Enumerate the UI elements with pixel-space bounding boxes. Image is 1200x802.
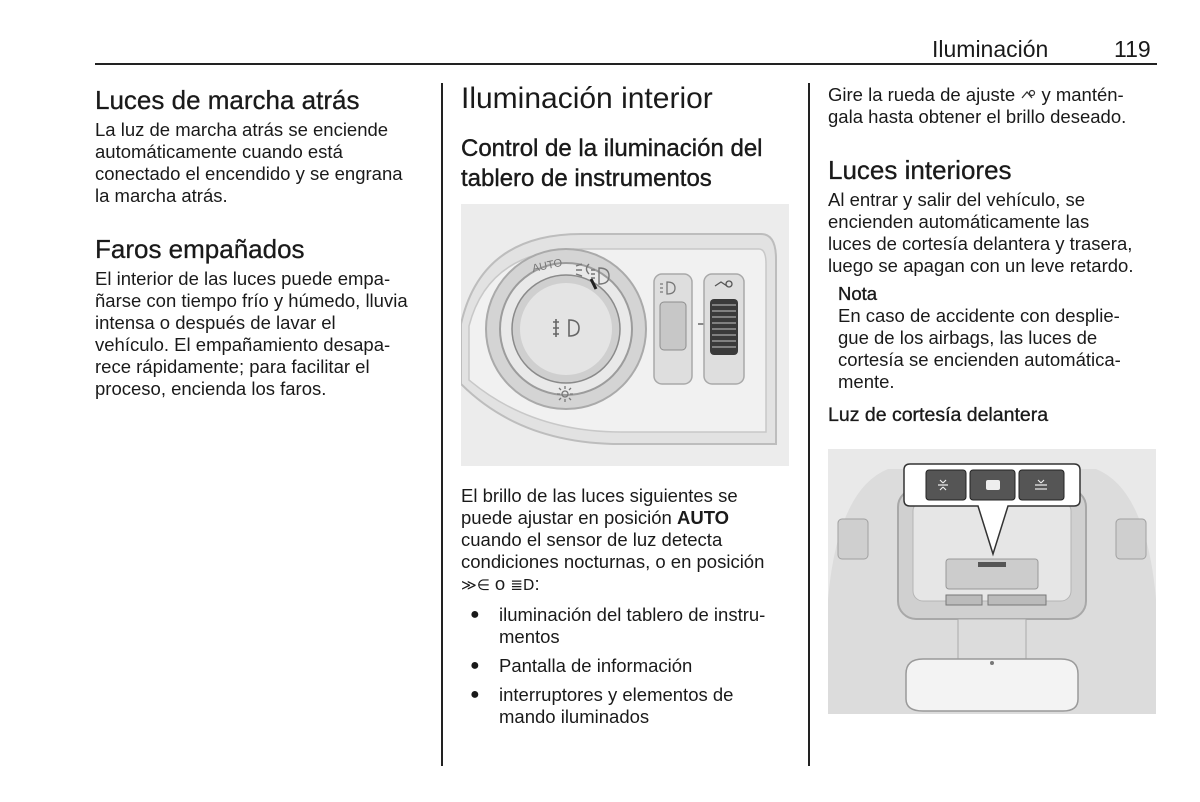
column-divider-left — [441, 83, 443, 766]
list-item — [461, 684, 796, 728]
auto-label: AUTO — [531, 256, 564, 275]
text-line: luces de cortesía delantera y trasera, — [828, 233, 1133, 254]
subtitle-line: Control de la iluminación del — [461, 135, 763, 162]
text-line: Pantalla de información — [499, 655, 693, 676]
text-line: En caso de accidente con desplie‐ — [838, 305, 1120, 326]
text-line: rece rápidamente; para facilitar el — [95, 356, 370, 377]
door-light-icon — [986, 480, 1000, 490]
text-line: condiciones nocturnas, o en posición — [461, 551, 765, 572]
text-line: cuando el sensor de luz detecta — [461, 529, 723, 550]
text-span: o — [489, 573, 511, 594]
column-1 — [95, 85, 430, 400]
auto-keyword: AUTO — [677, 507, 730, 528]
text-line: gala hasta obtener el brillo deseado. — [828, 106, 1127, 127]
text-line: intensa o después de lavar el — [95, 312, 336, 333]
text-line: interruptores y elementos de — [499, 684, 734, 705]
figure-light-switch — [461, 204, 789, 466]
text-line: Al entrar y salir del vehículo, se — [828, 189, 1086, 210]
symbols-line — [461, 573, 796, 596]
illuminated-items-list — [461, 604, 796, 728]
list-item — [461, 655, 796, 677]
text-line: La luz de marcha atrás se enciende — [95, 119, 389, 140]
text-line: mente. — [838, 371, 895, 392]
list-item — [461, 604, 796, 648]
text-line: la marcha atrás. — [95, 185, 228, 206]
text-line: automáticamente cuando está — [95, 141, 343, 162]
section-title-interior-lights: Luces interiores — [828, 155, 1012, 185]
section-title-fogged-lights: Faros empañados — [95, 234, 305, 264]
figure-front-courtesy-light — [828, 449, 1156, 714]
note-title: Nota — [838, 283, 878, 304]
column-2-body — [461, 485, 796, 735]
bullet: ● — [470, 657, 480, 674]
column-2 — [461, 82, 793, 194]
page-number: 119 — [1114, 36, 1151, 62]
section-title-reversing-lights: Luces de marcha atrás — [95, 85, 360, 115]
text-line: El brillo de las luces siguientes se — [461, 485, 738, 506]
text-line-with-dimmer-icon — [828, 84, 1163, 106]
header-rule — [95, 63, 1157, 65]
text-line: cortesía se encienden automática‐ — [838, 349, 1121, 370]
dimmer-wheel-icon — [1020, 88, 1036, 102]
courtesy-light-illustration — [828, 449, 1156, 714]
text-line: ñarse con tiempo frío y húmedo, lluvia — [95, 290, 408, 311]
light-switch-illustration — [461, 204, 789, 466]
text-span: y mantén‐ — [1041, 84, 1124, 105]
bullet: ● — [470, 686, 480, 703]
text-line: conectado el encendido y se engrana — [95, 163, 403, 184]
column-divider-right — [808, 83, 810, 766]
text-span: : — [534, 573, 540, 594]
subsection-title-dashboard-control — [461, 134, 793, 194]
text-line: proceso, encienda los faros. — [95, 378, 327, 399]
header-title: Iluminación — [932, 36, 1049, 62]
subsection-title-front-courtesy-light: Luz de cortesía delantera — [828, 404, 1049, 426]
reversing-lights-text — [95, 119, 430, 207]
text-line: luego se apagan con un leve retardo. — [828, 255, 1134, 276]
text-line: gue de los airbags, las luces de — [838, 327, 1098, 348]
interior-lights-text — [828, 189, 1163, 277]
headlight-symbol: ≣D — [510, 576, 535, 594]
column-3 — [828, 84, 1163, 427]
text-line: encienden automáticamente las — [828, 211, 1090, 232]
section-title-interior-lighting: Iluminación interior — [461, 82, 713, 115]
text-line: mentos — [499, 626, 560, 647]
text-line-with-auto — [461, 507, 796, 529]
text-line: vehículo. El empañamiento desapa‐ — [95, 334, 391, 355]
parking-light-symbol: ≫∈ — [461, 576, 490, 594]
text-line: iluminación del tablero de instru‐ — [499, 604, 766, 625]
subtitle-line: tablero de instrumentos — [461, 165, 712, 192]
text-line: El interior de las luces puede empa‐ — [95, 268, 391, 289]
text-span: Gire la rueda de ajuste — [828, 84, 1016, 105]
note-block — [838, 283, 1163, 393]
text-span: puede ajustar en posición — [461, 507, 672, 528]
text-line: mando iluminados — [499, 706, 650, 727]
fogged-lights-text — [95, 268, 430, 400]
bullet: ● — [470, 606, 480, 623]
